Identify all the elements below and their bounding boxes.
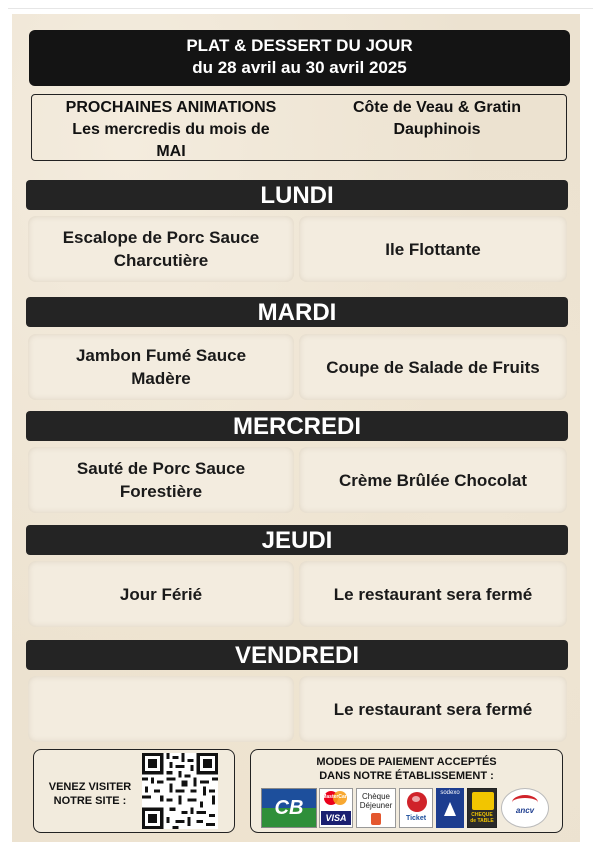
payment-methods-box <box>250 749 563 833</box>
dessert-jeudi: Le restaurant sera fermé <box>299 561 567 627</box>
visit-site-box <box>33 749 235 833</box>
visit-site-text <box>40 780 140 808</box>
mastercard-text: MasterCard <box>322 794 350 800</box>
cb-logo-icon <box>261 788 317 828</box>
day-bar-lundi: LUNDI <box>26 180 568 210</box>
animations-announcement <box>36 97 306 163</box>
ancv-text: ancv <box>515 806 535 815</box>
header-dates: du 28 avril au 30 avril 2025 <box>192 58 407 77</box>
animations-dish-line2: Dauphinois <box>393 121 481 138</box>
sodexo-logo-icon <box>436 788 464 828</box>
animations-box <box>31 94 567 161</box>
day-bar-mercredi: MERCREDI <box>26 411 568 441</box>
visit-line1: VENEZ VISITER <box>48 781 132 793</box>
animations-dish-line1: Côte de Veau & Gratin <box>352 99 522 116</box>
plat-lundi-line2: Charcutière <box>113 251 209 270</box>
visit-line2: NOTRE SITE : <box>53 795 127 807</box>
header-title: PLAT & DESSERT DU JOUR <box>186 36 413 55</box>
plat-lundi <box>28 216 294 282</box>
sodexo-text: sodexo <box>440 790 460 796</box>
plat-vendredi <box>28 676 294 742</box>
cheque-dej-line1: Chèque <box>361 792 391 801</box>
plat-mercredi-line1: Sauté de Porc Sauce <box>76 459 246 478</box>
day-bar-mardi: MARDI <box>26 297 568 327</box>
cb-logo-text: CB <box>274 797 304 819</box>
menu-header <box>29 30 570 86</box>
plat-mercredi-line2: Forestière <box>119 482 203 501</box>
payment-line1: MODES DE PAIEMENT ACCEPTÉS <box>316 756 497 768</box>
payment-logos <box>259 788 559 830</box>
cheque-dej-line2: Déjeuner <box>359 801 393 810</box>
ticket-restaurant-logo-icon <box>399 788 433 828</box>
cheque-table-line2: de TABLE <box>470 818 494 824</box>
animations-title: PROCHAINES ANIMATIONS <box>65 99 277 116</box>
ticket-text: Ticket <box>405 815 427 822</box>
payment-line2: DANS NOTRE ÉTABLISSEMENT : <box>319 770 494 782</box>
mastercard-visa-logo-icon <box>319 788 353 828</box>
plat-mardi-line1: Jambon Fumé Sauce <box>75 346 247 365</box>
plat-mardi-line2: Madère <box>131 369 191 388</box>
dessert-mardi: Coupe de Salade de Fruits <box>299 334 567 400</box>
cheque-de-table-logo-icon <box>467 788 497 828</box>
day-bar-vendredi: VENDREDI <box>26 640 568 670</box>
visa-text: VISA <box>321 811 351 825</box>
animations-dish <box>317 97 557 141</box>
plat-mercredi <box>28 447 294 513</box>
cheque-table-line1: CHEQUE <box>471 812 493 818</box>
animations-line2: Les mercredis du mois de <box>72 121 270 138</box>
ancv-logo-icon <box>501 788 549 828</box>
plat-jeudi-line1: Jour Férié <box>119 584 203 604</box>
dessert-lundi: Ile Flottante <box>299 216 567 282</box>
plat-lundi-line1: Escalope de Porc Sauce <box>62 228 260 247</box>
plat-mardi <box>28 334 294 400</box>
animations-line3: MAI <box>156 143 186 160</box>
payment-title <box>251 755 562 783</box>
dessert-vendredi: Le restaurant sera fermé <box>299 676 567 742</box>
day-bar-jeudi: JEUDI <box>26 525 568 555</box>
cheque-dejeuner-logo-icon <box>356 788 396 828</box>
dessert-mercredi: Crème Brûlée Chocolat <box>299 447 567 513</box>
plat-jeudi <box>28 561 294 627</box>
qr-code-icon[interactable] <box>142 753 218 829</box>
